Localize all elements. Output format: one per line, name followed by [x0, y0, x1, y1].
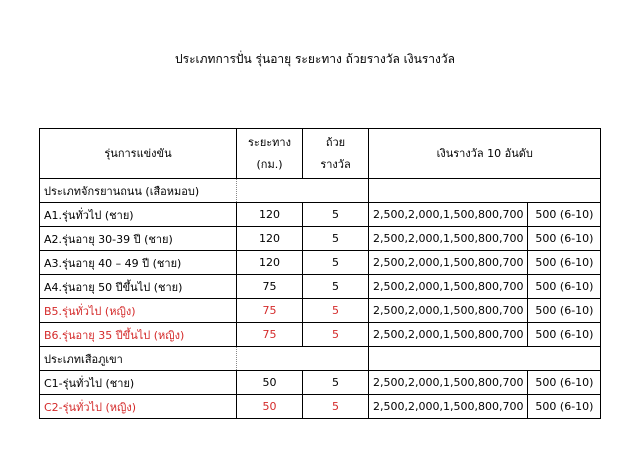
- prize-rest-cell: 500 (6-10): [528, 395, 601, 419]
- header-category: รุ่นการแข่งขัน: [40, 129, 237, 179]
- section-row: [40, 179, 601, 203]
- prize-top5-cell: 2,500,2,000,1,500,800,700: [369, 227, 528, 251]
- trophy-cell: 5: [303, 203, 369, 227]
- table-row: [40, 323, 601, 347]
- section-label: ประเภทเสือภูเขา: [40, 347, 237, 371]
- table-row: [40, 299, 601, 323]
- section-spacer: [369, 347, 601, 371]
- distance-cell: 50: [237, 395, 303, 419]
- table-row: [40, 371, 601, 395]
- prize-top5-cell: 2,500,2,000,1,500,800,700: [369, 275, 528, 299]
- category-cell: A1.รุ่นทั่วไป (ชาย): [40, 203, 237, 227]
- prize-rest-cell: 500 (6-10): [528, 323, 601, 347]
- prize-top5-cell: 2,500,2,000,1,500,800,700: [369, 203, 528, 227]
- distance-cell: 120: [237, 203, 303, 227]
- section-row: [40, 347, 601, 371]
- distance-cell: 50: [237, 371, 303, 395]
- prize-rest-cell: 500 (6-10): [528, 371, 601, 395]
- trophy-cell: 5: [303, 323, 369, 347]
- prize-rest-cell: 500 (6-10): [528, 227, 601, 251]
- section-spacer: [237, 179, 369, 203]
- table-row: [40, 395, 601, 419]
- prize-top5-cell: 2,500,2,000,1,500,800,700: [369, 251, 528, 275]
- trophy-cell: 5: [303, 299, 369, 323]
- prize-table: [39, 128, 601, 419]
- section-spacer: [237, 347, 369, 371]
- trophy-cell: 5: [303, 371, 369, 395]
- trophy-cell: 5: [303, 227, 369, 251]
- table-row: [40, 275, 601, 299]
- prize-rest-cell: 500 (6-10): [528, 251, 601, 275]
- table-row: [40, 251, 601, 275]
- table-row: [40, 203, 601, 227]
- category-cell: A3.รุ่นอายุ 40 – 49 ปี (ชาย): [40, 251, 237, 275]
- category-cell: B6.รุ่นอายุ 35 ปีขึ้นไป (หญิง): [40, 323, 237, 347]
- header-trophy: ถ้วย รางวัล: [303, 129, 369, 179]
- distance-cell: 75: [237, 299, 303, 323]
- category-cell: A2.รุ่นอายุ 30-39 ปี (ชาย): [40, 227, 237, 251]
- distance-cell: 120: [237, 227, 303, 251]
- distance-cell: 75: [237, 323, 303, 347]
- distance-cell: 75: [237, 275, 303, 299]
- trophy-cell: 5: [303, 395, 369, 419]
- trophy-cell: 5: [303, 275, 369, 299]
- prize-top5-cell: 2,500,2,000,1,500,800,700: [369, 395, 528, 419]
- category-cell: C1-รุ่นทั่วไป (ชาย): [40, 371, 237, 395]
- category-cell: B5.รุ่นทั่วไป (หญิง): [40, 299, 237, 323]
- table-row: [40, 227, 601, 251]
- header-distance: ระยะทาง (กม.): [237, 129, 303, 179]
- prize-rest-cell: 500 (6-10): [528, 275, 601, 299]
- prize-top5-cell: 2,500,2,000,1,500,800,700: [369, 299, 528, 323]
- category-cell: A4.รุ่นอายุ 50 ปีขึ้นไป (ชาย): [40, 275, 237, 299]
- prize-rest-cell: 500 (6-10): [528, 203, 601, 227]
- prize-rest-cell: 500 (6-10): [528, 299, 601, 323]
- table-header-row: [40, 129, 601, 179]
- section-spacer: [369, 179, 601, 203]
- table-body: [40, 179, 601, 419]
- section-label: ประเภทจักรยานถนน (เสือหมอบ): [40, 179, 237, 203]
- trophy-cell: 5: [303, 251, 369, 275]
- prize-top5-cell: 2,500,2,000,1,500,800,700: [369, 371, 528, 395]
- category-cell: C2-รุ่นทั่วไป (หญิง): [40, 395, 237, 419]
- prize-top5-cell: 2,500,2,000,1,500,800,700: [369, 323, 528, 347]
- document-title: ประเภทการปั่น รุ่นอายุ ระยะทาง ถ้วยรางวัล เงินรางวัล: [175, 52, 455, 66]
- distance-cell: 120: [237, 251, 303, 275]
- header-prize: เงินรางวัล 10 อันดับ: [369, 129, 601, 179]
